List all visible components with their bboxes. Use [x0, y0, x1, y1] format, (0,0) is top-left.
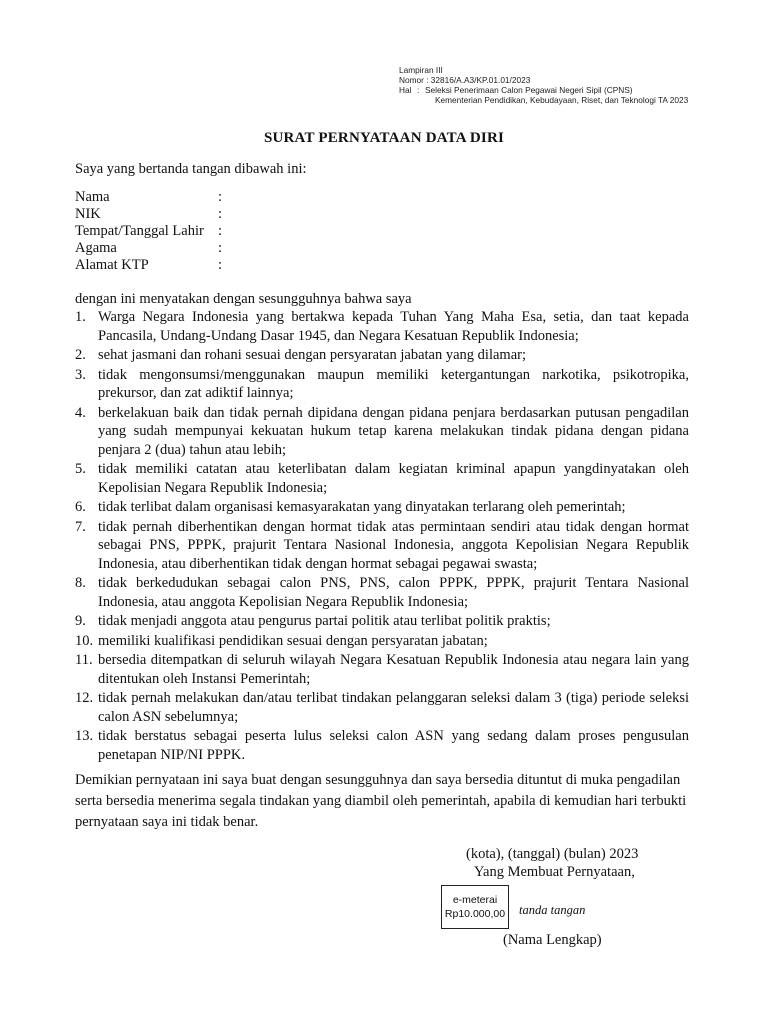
item-text: Warga Negara Indonesia yang bertakwa kepada Tuhan Yang Maha Esa, setia, dan taat kepada Pancasila, Undang-Undang Dasar 1945, dan Negara Kesatuan Republik Indonesia;	[98, 309, 689, 344]
closing-paragraph: Demikian pernyataan ini saya buat dengan sesungguhnya dan saya bersedia dituntut di muka pengadilan serta bersedia menerima segala tindakan yang diambil oleh pemerintah, apabila di kemudian hari terbukti pernyataan saya ini tidak benar.	[75, 772, 687, 830]
hal-line-1: Seleksi Penerimaan Calon Pegawai Negeri Sipil (CPNS)	[425, 85, 633, 95]
item-number: 9.	[75, 613, 86, 629]
item-text: tidak memiliki catatan atau keterlibatan dalam kegiatan kriminal apapun yangdinyatakan oleh Kepolisian Negara Republik Indonesia;	[98, 461, 689, 496]
field-label: NIK	[75, 206, 101, 222]
list-item	[75, 404, 689, 460]
item-text: tidak berstatus sebagai peserta lulus seleksi calon ASN yang sedang dalam proses pengusulan penetapan NIP/NI PPPK.	[98, 728, 689, 763]
signature-date: (kota), (tanggal) (bulan) 2023	[466, 846, 639, 862]
field-colon: :	[218, 189, 223, 205]
item-text: tidak berkedudukan sebagai calon PNS, PNS, calon PPPK, PPPK, prajurit Tentara Nasional Indonesia, atau anggota Kepolisian Negara Republik Indonesia;	[98, 575, 689, 610]
field-label: Agama	[75, 240, 117, 256]
field-colon: :	[218, 257, 223, 273]
lampiran-header	[399, 65, 688, 105]
item-text: memiliki kualifikasi pendidikan sesuai dengan persyaratan jabatan;	[98, 632, 488, 649]
item-number: 4.	[75, 404, 86, 421]
field-label: Nama	[75, 189, 110, 205]
item-text: tidak terlibat dalam organisasi kemasyarakatan yang dinyatakan terlarang oleh pemerintah;	[98, 499, 626, 515]
list-item	[75, 689, 689, 726]
item-number: 11.	[75, 652, 93, 668]
item-number: 5.	[75, 461, 86, 477]
list-item	[75, 632, 689, 651]
item-text: sehat jasmani dan rohani sesuai dengan persyaratan jabatan yang dilamar;	[98, 347, 526, 363]
item-text: tidak menjadi anggota atau pengurus partai politik atau terlibat politik praktis;	[98, 613, 551, 629]
hal-lines	[425, 85, 688, 105]
list-item	[75, 308, 689, 345]
item-number: 13.	[75, 728, 94, 744]
signatory-name: (Nama Lengkap)	[503, 932, 602, 948]
signature-maker: Yang Membuat Pernyataan,	[474, 864, 635, 880]
item-number: 1.	[75, 309, 86, 325]
list-item	[75, 346, 689, 365]
list-item	[75, 574, 689, 611]
statement-intro: dengan ini menyatakan dengan sesungguhnya bahwa saya	[75, 291, 412, 307]
intro-text: Saya yang bertanda tangan dibawah ini:	[75, 161, 307, 177]
item-text: tidak mengonsumsi/menggunakan maupun memiliki ketergantungan narkotika, psikotropika, prekursor, dan zat adiktif lainnya;	[98, 366, 689, 401]
list-item	[75, 498, 689, 517]
signature-placeholder: tanda tangan	[519, 903, 586, 917]
list-item	[75, 366, 689, 403]
field-nama	[75, 189, 228, 206]
item-number: 6.	[75, 499, 86, 515]
hal-label: Hal	[399, 85, 412, 95]
personal-data-fields	[75, 189, 228, 274]
item-number: 2.	[75, 347, 86, 363]
item-text: tidak pernah diberhentikan dengan hormat tidak atas permintaan sendiri atau tidak dengan hormat sebagai PNS, PPPK, prajurit Tentara Nasional Indonesia, anggota Kepolisian Negara Republik Indonesia, atau diberhentikan tidak dengan hormat sebagai pegawai swasta;	[98, 518, 689, 572]
hal-colon: :	[417, 85, 420, 95]
meterai-value: Rp10.000,00	[444, 908, 506, 920]
nomor-line: Nomor : 32816/A.A3/KP.01.01/2023	[399, 75, 531, 85]
statement-list	[75, 308, 689, 765]
item-number: 7.	[75, 518, 86, 535]
field-ttl	[75, 223, 228, 240]
item-number: 12.	[75, 690, 94, 706]
e-meterai-box	[441, 885, 509, 929]
list-item	[75, 651, 689, 688]
meterai-label: e-meterai	[452, 894, 498, 906]
list-item	[75, 612, 689, 631]
field-label: Alamat KTP	[75, 257, 149, 273]
field-colon: :	[218, 240, 223, 256]
list-item	[75, 518, 689, 574]
item-number: 10.	[75, 632, 94, 649]
list-item	[75, 460, 689, 497]
item-number: 3.	[75, 366, 86, 383]
field-agama	[75, 240, 228, 257]
document-title: SURAT PERNYATAAN DATA DIRI	[263, 130, 505, 146]
lampiran-label: Lampiran III	[399, 65, 443, 75]
field-nik	[75, 206, 228, 223]
item-number: 8.	[75, 575, 86, 591]
item-text: berkelakuan baik dan tidak pernah dipidana dengan pidana penjara berdasarkan putusan pengadilan yang sudah mempunyai kekuatan hukum tetap karena melakukan tindak pidana dengan pidana penjara 2 (dua) tahun atau lebih;	[98, 404, 689, 458]
item-text: bersedia ditempatkan di seluruh wilayah Negara Kesatuan Republik Indonesia atau negara lain yang ditentukan oleh Instansi Pemerintah;	[98, 652, 689, 687]
hal-row	[399, 85, 688, 105]
list-item	[75, 727, 689, 764]
field-colon: :	[218, 223, 223, 239]
field-alamat-ktp	[75, 257, 228, 274]
item-text: tidak pernah melakukan dan/atau terlibat tindakan pelanggaran seleksi dalam 3 (tiga) periode seleksi calon ASN sebelumnya;	[98, 690, 689, 725]
hal-line-2: Kementerian Pendidikan, Kebudayaan, Riset, dan Teknologi TA 2023	[435, 95, 689, 105]
field-colon: :	[218, 206, 223, 222]
field-label: Tempat/Tanggal Lahir	[75, 223, 204, 239]
